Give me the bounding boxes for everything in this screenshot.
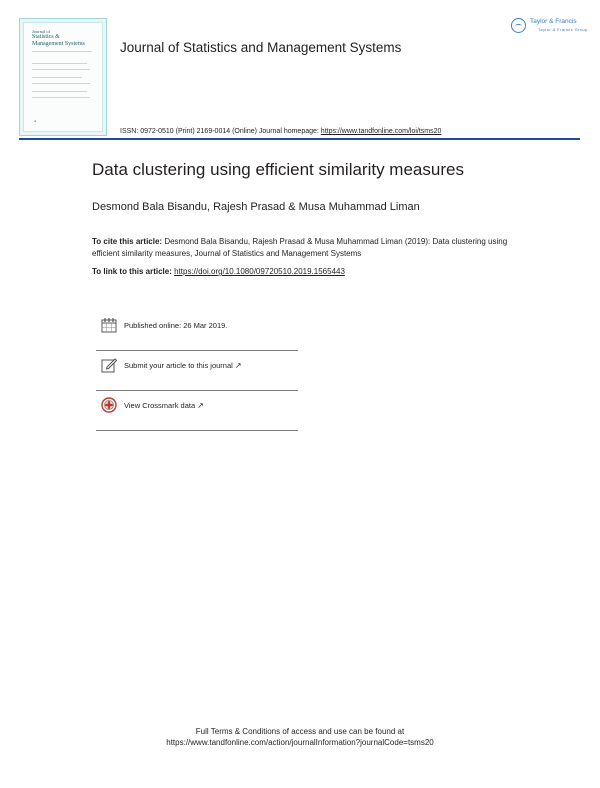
cover-divider [32, 51, 92, 52]
cover-divider [32, 97, 90, 98]
submit-article-link[interactable] [124, 361, 242, 370]
external-link-icon: ↗ [197, 401, 204, 410]
article-authors: Desmond Bala Bisandu, Rajesh Prasad & Musa Muhammad Liman [92, 201, 420, 213]
row-divider [96, 430, 298, 432]
cover-title [32, 29, 85, 47]
cover-divider [32, 69, 90, 70]
crossmark-row[interactable] [96, 391, 298, 431]
submit-article-label: Submit your article to this journal [124, 361, 233, 370]
cover-divider [32, 63, 87, 64]
cover-divider [32, 91, 87, 92]
citation-label: To cite this article: [92, 237, 163, 246]
journal-title[interactable]: Journal of Statistics and Management Systems [120, 40, 402, 55]
article-link-label: To link to this article: [92, 267, 175, 276]
cover-divider [32, 83, 90, 84]
header-rule [19, 138, 580, 140]
cover-title-line: Statistics & [32, 34, 60, 40]
footer-terms-link[interactable]: https://www.tandfonline.com/action/journalInformation?journalCode=tsms20 [166, 738, 434, 747]
publisher-logo[interactable] [511, 16, 588, 38]
cover-publisher-logo: ● [34, 119, 37, 123]
citation-block [92, 236, 532, 259]
submit-article-row[interactable] [96, 351, 298, 391]
published-info-row [96, 311, 298, 351]
cover-divider [32, 77, 82, 78]
issn-line [120, 128, 441, 135]
cover-title-line: Management Systems [32, 40, 85, 47]
article-link-row [92, 267, 345, 276]
crossmark-link[interactable] [124, 401, 204, 410]
citation-text: Desmond Bala Bisandu, Rajesh Prasad & Musa Muhammad Liman (2019): Data clustering using efficient similarity measures, Journal of Statistics and Management Systems [92, 237, 508, 258]
issn-text: ISSN: 0972-0510 (Print) 2169-0014 (Online) Journal homepage: [120, 128, 321, 135]
external-link-icon: ↗ [234, 361, 242, 370]
crossmark-label: View Crossmark data [124, 401, 196, 410]
crossmark-icon [101, 397, 117, 413]
footer [0, 726, 600, 748]
calendar-icon [101, 317, 117, 333]
edit-icon [101, 357, 117, 373]
publisher-subtitle: Taylor & Francis Group [538, 27, 588, 32]
journal-cover-thumbnail [19, 18, 107, 136]
cover-title-line: Journal of [32, 29, 51, 34]
doi-link[interactable]: https://doi.org/10.1080/09720510.2019.1565443 [174, 267, 345, 276]
publisher-logo-icon [511, 18, 526, 33]
footer-terms-text: Full Terms & Conditions of access and use can be found at [195, 727, 405, 736]
published-online-text: Published online: 26 Mar 2019. [124, 321, 228, 330]
article-title: Data clustering using efficient similarity measures [92, 160, 464, 179]
journal-homepage-link[interactable]: https://www.tandfonline.com/loi/tsms20 [320, 128, 442, 135]
publisher-name: Taylor & Francis [530, 18, 577, 25]
